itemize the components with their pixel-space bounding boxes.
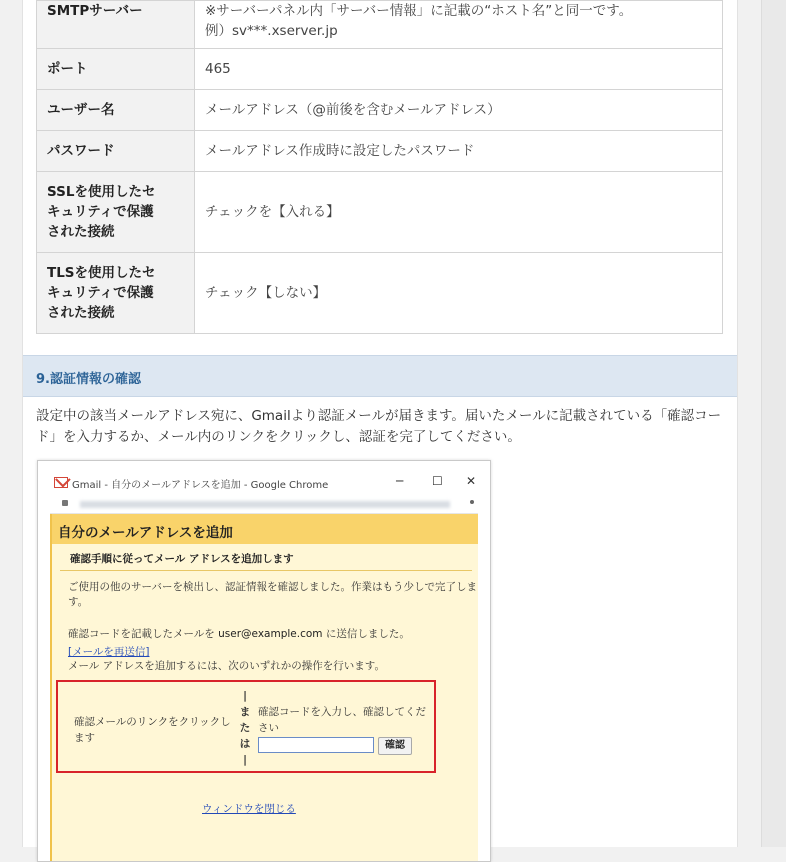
dialog-subheader <box>60 544 472 571</box>
maximize-icon[interactable]: ☐ <box>432 474 443 488</box>
resend-link[interactable]: [メールを再送信] <box>68 646 150 658</box>
row-value: メールアドレス作成時に設定したパスワード <box>195 131 723 172</box>
blurred-url <box>80 501 450 508</box>
chrome-window <box>50 471 478 861</box>
dialog-title: 自分のメールアドレスを追加 <box>58 525 233 541</box>
table-row <box>37 253 723 334</box>
section-description: 設定中の該当メールアドレス宛に、Gmailより認証メールが届きます。届いたメールに記載されている「確認コー ド」を入力するか、メール内のリンクをクリックし、認証を完了してください。 <box>36 408 722 445</box>
window-title: Gmail - 自分のメールアドレスを追加 - Google Chrome <box>72 480 329 491</box>
table-row <box>37 131 723 172</box>
code-option-text: 確認コードを入力し、確認してくだ さい <box>258 706 426 734</box>
row-value: 465 <box>195 49 723 90</box>
smtp-settings-table <box>36 0 723 334</box>
page-scrollbar[interactable] <box>761 0 786 847</box>
address-bar[interactable] <box>50 495 478 514</box>
dialog-header <box>52 514 478 544</box>
close-icon[interactable]: ✕ <box>466 474 477 488</box>
table-row <box>37 90 723 131</box>
row-value: メールアドレス（@前後を含むメールアドレス） <box>195 90 723 131</box>
table-row <box>37 172 723 253</box>
gmail-logo-icon <box>54 477 68 488</box>
section-heading: 9.認証情報の確認 <box>36 372 141 387</box>
table-row <box>37 49 723 90</box>
section-heading-bar <box>23 355 737 397</box>
row-key: ユーザー名 <box>37 90 195 131</box>
row-key: TLSを使用したセ キュリティで保護 された接続 <box>37 253 195 334</box>
row-key: パスワード <box>37 131 195 172</box>
row-value: ※サーバーパネル内「サーバー情報」に記載の“ホスト名”と同一です。 例）sv***.xserver.jp <box>195 1 723 49</box>
row-value: チェックを【入れる】 <box>195 172 723 253</box>
dialog-subtitle: 確認手順に従ってメール アドレスを追加します <box>70 553 294 565</box>
link-option-text: 確認メールのリンクをクリックし ます <box>74 716 231 744</box>
article-card <box>22 0 738 847</box>
detected-message: ご使用の他のサーバーを検出し、認証情報を確認しました。作業はもう少しで完了しま す。 <box>68 581 477 608</box>
verification-code-input[interactable] <box>258 737 374 753</box>
lock-icon <box>62 500 68 506</box>
instructions: メール アドレスを追加するには、次のいずれかの操作を行います。 <box>68 660 385 672</box>
gmail-screenshot <box>37 460 491 862</box>
sent-message: 確認コードを記載したメールを user@example.com に送信しました。 <box>68 628 410 640</box>
window-titlebar <box>50 471 478 495</box>
close-window-link[interactable]: ウィンドウを閉じる <box>202 803 296 815</box>
gmail-dialog <box>50 514 478 861</box>
row-key: ポート <box>37 49 195 90</box>
table-row <box>37 1 723 49</box>
row-value: チェック【しない】 <box>195 253 723 334</box>
row-key: SMTPサーバー <box>37 1 195 49</box>
or-separator: | ま た は | <box>239 690 251 766</box>
minimize-icon[interactable]: ─ <box>396 474 404 488</box>
verification-options-box <box>56 680 436 773</box>
more-dots-icon[interactable] <box>470 500 474 504</box>
confirm-button[interactable]: 確認 <box>378 737 412 755</box>
row-key: SSLを使用したセ キュリティで保護 された接続 <box>37 172 195 253</box>
